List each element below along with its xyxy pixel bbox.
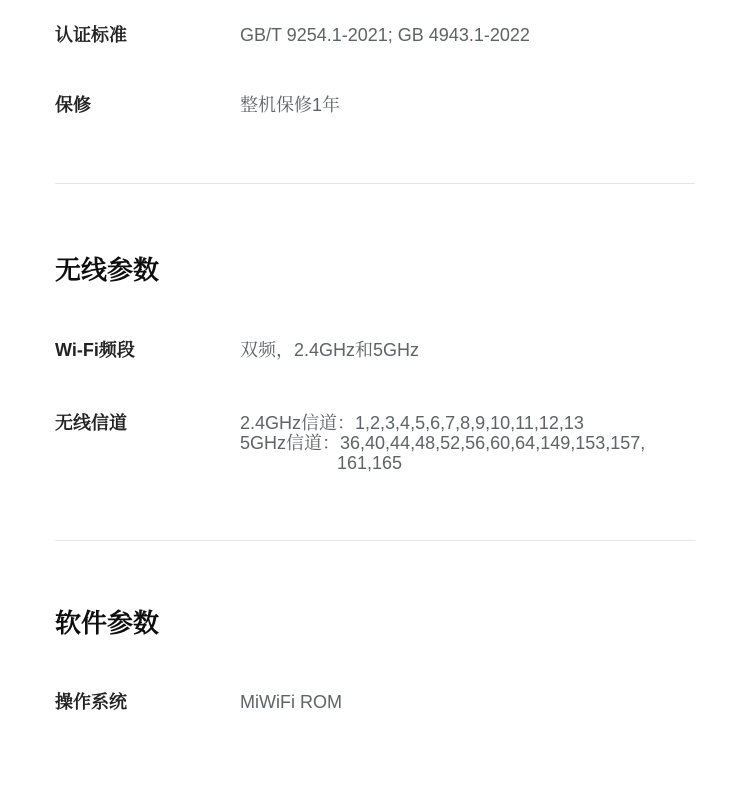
section-divider <box>55 540 695 541</box>
spec-value-wifi-band: 双频，2.4GHz和5GHz <box>240 340 420 360</box>
channel-list-5ghz: 5GHz信道：36,40,44,48,52,56,60,64,149,153,157, <box>240 433 646 453</box>
section-divider <box>55 183 695 184</box>
spec-label-warranty: 保修 <box>55 95 91 115</box>
spec-value-operating-system: MiWiFi ROM <box>240 692 342 712</box>
spec-label-certification: 认证标准 <box>55 25 127 45</box>
spec-label-operating-system: 操作系统 <box>55 692 127 712</box>
spec-row-warranty <box>55 95 695 115</box>
section-heading-software: 软件参数 <box>55 608 160 638</box>
spec-row-wireless-channels <box>55 413 695 473</box>
spec-row-wifi-band <box>55 340 695 360</box>
spec-value-warranty: 整机保修1年 <box>240 95 341 115</box>
spec-value-wireless-channels <box>240 413 645 473</box>
channel-list-2-4ghz: 2.4GHz信道：1,2,3,4,5,6,7,8,9,10,11,12,13 <box>240 413 584 433</box>
spec-row-certification <box>55 25 695 45</box>
spec-label-wireless-channels: 无线信道 <box>55 413 127 433</box>
spec-label-wifi-band: Wi-Fi频段 <box>55 340 135 360</box>
section-heading-wireless: 无线参数 <box>55 255 160 285</box>
spec-row-operating-system <box>55 692 695 712</box>
spec-value-certification: GB/T 9254.1-2021; GB 4943.1-2022 <box>240 25 530 45</box>
channel-list-5ghz-continued: 161,165 <box>337 453 403 473</box>
